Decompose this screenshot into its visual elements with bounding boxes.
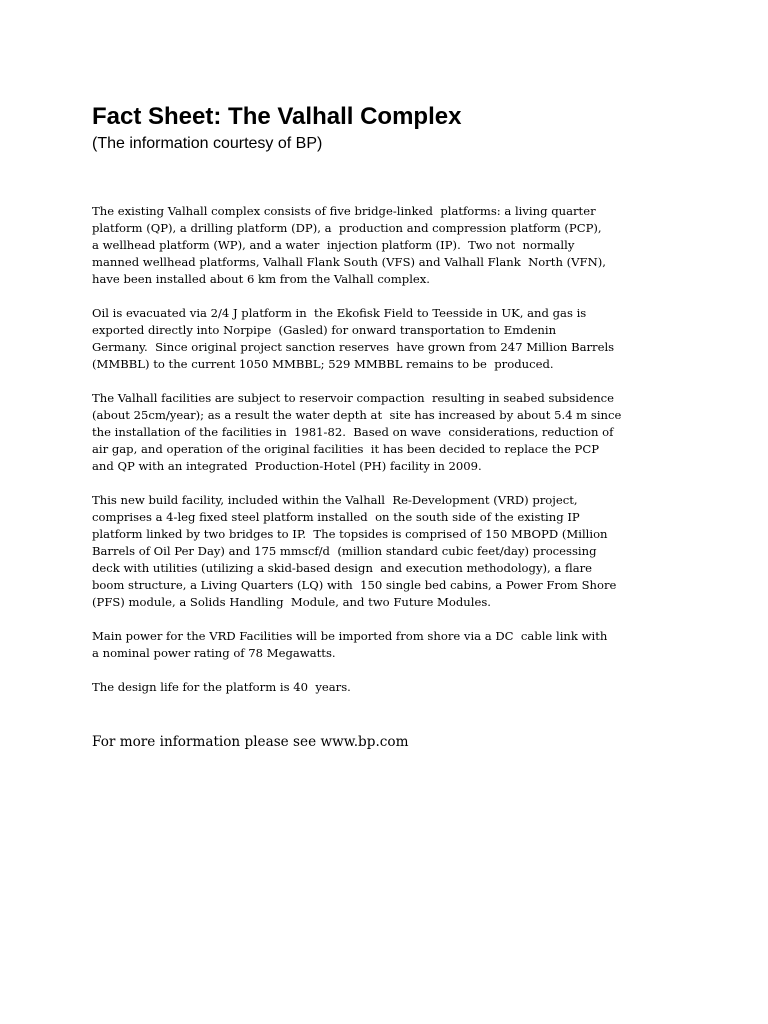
text-line: (PFS) module, a Solids Handling Module, and two Future Modules. bbox=[92, 595, 491, 609]
paragraph-new-facility bbox=[92, 492, 692, 611]
text-line: This new build facility, included within the Valhall Re-Development (VRD) project, bbox=[92, 493, 578, 507]
text-line: manned wellhead platforms, Valhall Flank South (VFS) and Valhall Flank North (VFN), bbox=[92, 255, 606, 269]
text-line: (about 25cm/year); as a result the water depth at site has increased by about 5.4 m since bbox=[92, 408, 622, 422]
more-information-line: For more information please see www.bp.com bbox=[92, 734, 409, 750]
text-line: have been installed about 6 km from the Valhall complex. bbox=[92, 272, 430, 286]
text-line: Germany. Since original project sanction reserves have grown from 247 Million Barrels bbox=[92, 340, 615, 354]
paragraph-oil-gas-export bbox=[92, 305, 692, 373]
text-line: comprises a 4-leg fixed steel platform installed on the south side of the existing IP bbox=[92, 510, 580, 524]
text-line: air gap, and operation of the original facilities it has been decided to replace the PCP bbox=[92, 442, 599, 456]
document-subtitle: (The information courtesy of BP) bbox=[92, 135, 323, 152]
text-line: exported directly into Norpipe (Gasled) for onward transportation to Emdenin bbox=[92, 323, 557, 337]
text-line: deck with utilities (utilizing a skid-based design and execution methodology), a flare bbox=[92, 561, 593, 575]
document-title: Fact Sheet: The Valhall Complex bbox=[92, 103, 462, 130]
text-line: platform linked by two bridges to IP. The topsides is comprised of 150 MBOPD (Million bbox=[92, 527, 608, 541]
text-line: and QP with an integrated Production-Hotel (PH) facility in 2009. bbox=[92, 459, 482, 473]
text-line: platform (QP), a drilling platform (DP), a production and compression platform (PCP), bbox=[92, 221, 602, 235]
text-line: Main power for the VRD Facilities will be imported from shore via a DC cable link with bbox=[92, 629, 608, 643]
text-line: Oil is evacuated via 2/4 J platform in the Ekofisk Field to Teesside in UK, and gas is bbox=[92, 306, 587, 320]
text-line: boom structure, a Living Quarters (LQ) with 150 single bed cabins, a Power From Shore bbox=[92, 578, 617, 592]
paragraph-main-power bbox=[92, 628, 692, 662]
paragraph-complex-overview bbox=[92, 203, 692, 288]
text-line: The Valhall facilities are subject to reservoir compaction resulting in seabed subsidence bbox=[92, 391, 615, 405]
text-line: Barrels of Oil Per Day) and 175 mmscf/d (million standard cubic feet/day) processing bbox=[92, 544, 597, 558]
text-line: The design life for the platform is 40 years. bbox=[92, 680, 351, 694]
text-line: the installation of the facilities in 1981-82. Based on wave considerations, reduction of bbox=[92, 425, 614, 439]
text-line: The existing Valhall complex consists of five bridge-linked platforms: a living quarter bbox=[92, 204, 596, 218]
paragraph-subsidence bbox=[92, 390, 692, 475]
paragraph-design-life bbox=[92, 679, 692, 696]
document-body bbox=[92, 203, 692, 713]
text-line: (MMBBL) to the current 1050 MMBBL; 529 MMBBL remains to be produced. bbox=[92, 357, 554, 371]
text-line: a wellhead platform (WP), and a water injection platform (IP). Two not normally bbox=[92, 238, 575, 252]
text-line: a nominal power rating of 78 Megawatts. bbox=[92, 646, 336, 660]
